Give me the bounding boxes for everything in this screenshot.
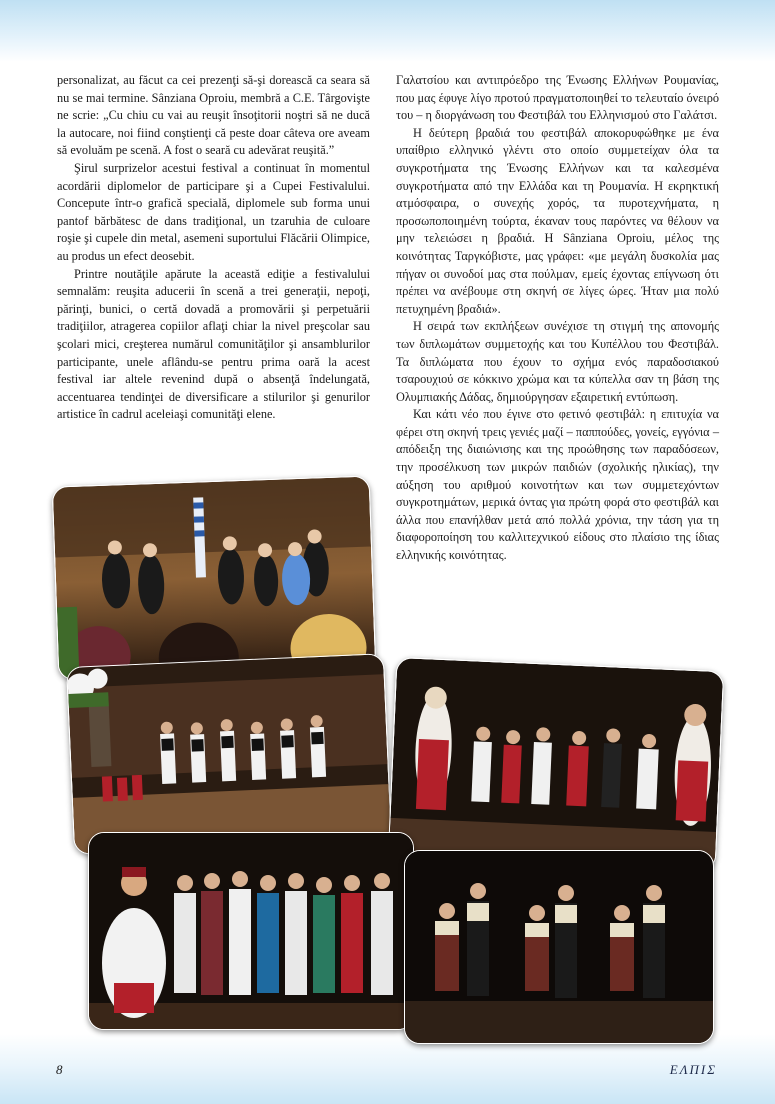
right-text-column [396,72,719,565]
photo-circle-dance-with-flag [52,476,377,681]
paragraph: Şirul surprizelor acestui festival a continuat în momentul acordării diplomelor de participare şi a Cupei Festivalului. Concepute într-o grafică specială, diplomele sub forma unui pantof bărbătesc de dans tradiţional, un tzaruhia de culoare roşie şi cupele din metal, asemeni suportului Flăcării Olimpice, au produs un efect deosebit. [57,160,370,263]
photo-red-costume-dancers [388,657,724,871]
photo-fustanella-dancers [66,653,392,855]
paragraph: Printre noutăţile apărute la această ediţie a festivalului semnalăm: reuşita aducerii în scenă a trei generaţii, nepoţi, părinţi, bunici, o certă dovadă a promovării şi perpetuării tradiţiilor, atragerea copiilor aflaţi chiar la nivel preşcolar sau şcolari mici, creşterea numărul comunităţilor şi ansamblurilor participante, unele aflându-se pentru prima oară la acest festival iar altele revenind după o absenţă îndelungată, accentuarea tendinţei de diversificare a stilurilor şi genurilor artistice în cadrul aceleiaşi comunităţi elene. [57,266,370,422]
paragraph: Και κάτι νέο που έγινε στο φετινό φεστιβάλ: η επιτυχία να φέρει στη σκηνή τρεις γενιές μαζί – παππούδες, γονείς, εγγόνια – απόδειξη της διαιώνισης και της προώθησης των παραδόσεων, την προσέλκυση των μικρών παιδιών (σχολικής ηλικίας), την αύξηση του αριθμού κοινοτήτων και των συμμετεχόντων συγκροτημάτων, μερικά όντας για πρώτη φορά στο φεστιβάλ και άλλα που επανήλθαν μετά από πολλά χρόνια, την τάση για τη διαφοροποίηση του καλλιτεχνικού είδους στο πλαίσιο της ίδιας ελληνικής κοινότητας. [396,407,719,563]
left-text-column [57,72,370,424]
photo-couples-dancing [404,850,714,1044]
paragraph: Η δεύτερη βραδιά του φεστιβάλ αποκορυφώθηκε με ένα υπαίθριο ελληνικό γλέντι στο οποίο συμμετείχαν όλα τα συγκροτήματα της Ένωσης Ελλήνων και τα καλεσμένα συγκροτήματα από την Ελλάδα και τη Ρουμανία. Η εκρηκτική ατμόσφαιρα, ο συνεχής χορός, τα πυροτεχνήματα, η προσωποποιημένη τούρτα, έκαναν τους παρόντες να θέλουν να μην τελειώσει η βραδιά. Η Sânziana Oproiu, μέλος της κοινότητας Ταργκόβιστε, μας γράφει: «με μεγάλη δυσκολία μας πήγαν οι συνοδοί μας στα πούλμαν, εμείς έχοντας επίγνωση ότι πρέπει να ανέβουμε στη σκηνή σε λίγες ώρες. Ήταν μια πολύ πετυχημένη βραδιά». [396,125,719,316]
footer-band [0,1034,775,1104]
magazine-name: ΕΛΠΙΣ [669,1062,717,1077]
paragraph: personalizat, au făcut ca cei prezenţi să-şi dorească ca seara să nu se mai termine. Sânziana Oproiu, membră a C.E. Târgovişte ne scrie: „Cu chiu cu vai au reuşit însoţitorii noştri să ne ducă la autocare, noi fiind conştienţi că peste doar câteva ore aveam să evoluăm pe scenă. A fost o seară cu adevărat reuşită.” [57,73,370,158]
photo-costumed-women-group [88,832,414,1030]
page-number: 8 [56,1062,63,1077]
paragraph: Γαλατσίου και αντιπρόεδρο της Ένωσης Ελλήνων Ρουμανίας, που μας έφυγε λίγο προτού πραγματοποιηθεί το τελευταίο όνειρό του – η διοργάνωση του Φεστιβάλ του Ελληνισμού στο Γαλάτσι. [396,73,719,123]
header-band [0,0,775,62]
paragraph: Η σειρά των εκπλήξεων συνέχισε τη στιγμή της απονομής των διπλωμάτων συμμετοχής και του Κυπέλλου του Φεστιβάλ. Τα διπλώματα που έχουν το σχήμα ενός παραδοσιακού τσαρουχιού σε κόκκινο χρώμα και τα κύπελλα σαν τη βάση της Ολυμπιακής Δάδας, δημιούργησαν εξαιρετική εντύπωση. [396,319,719,404]
